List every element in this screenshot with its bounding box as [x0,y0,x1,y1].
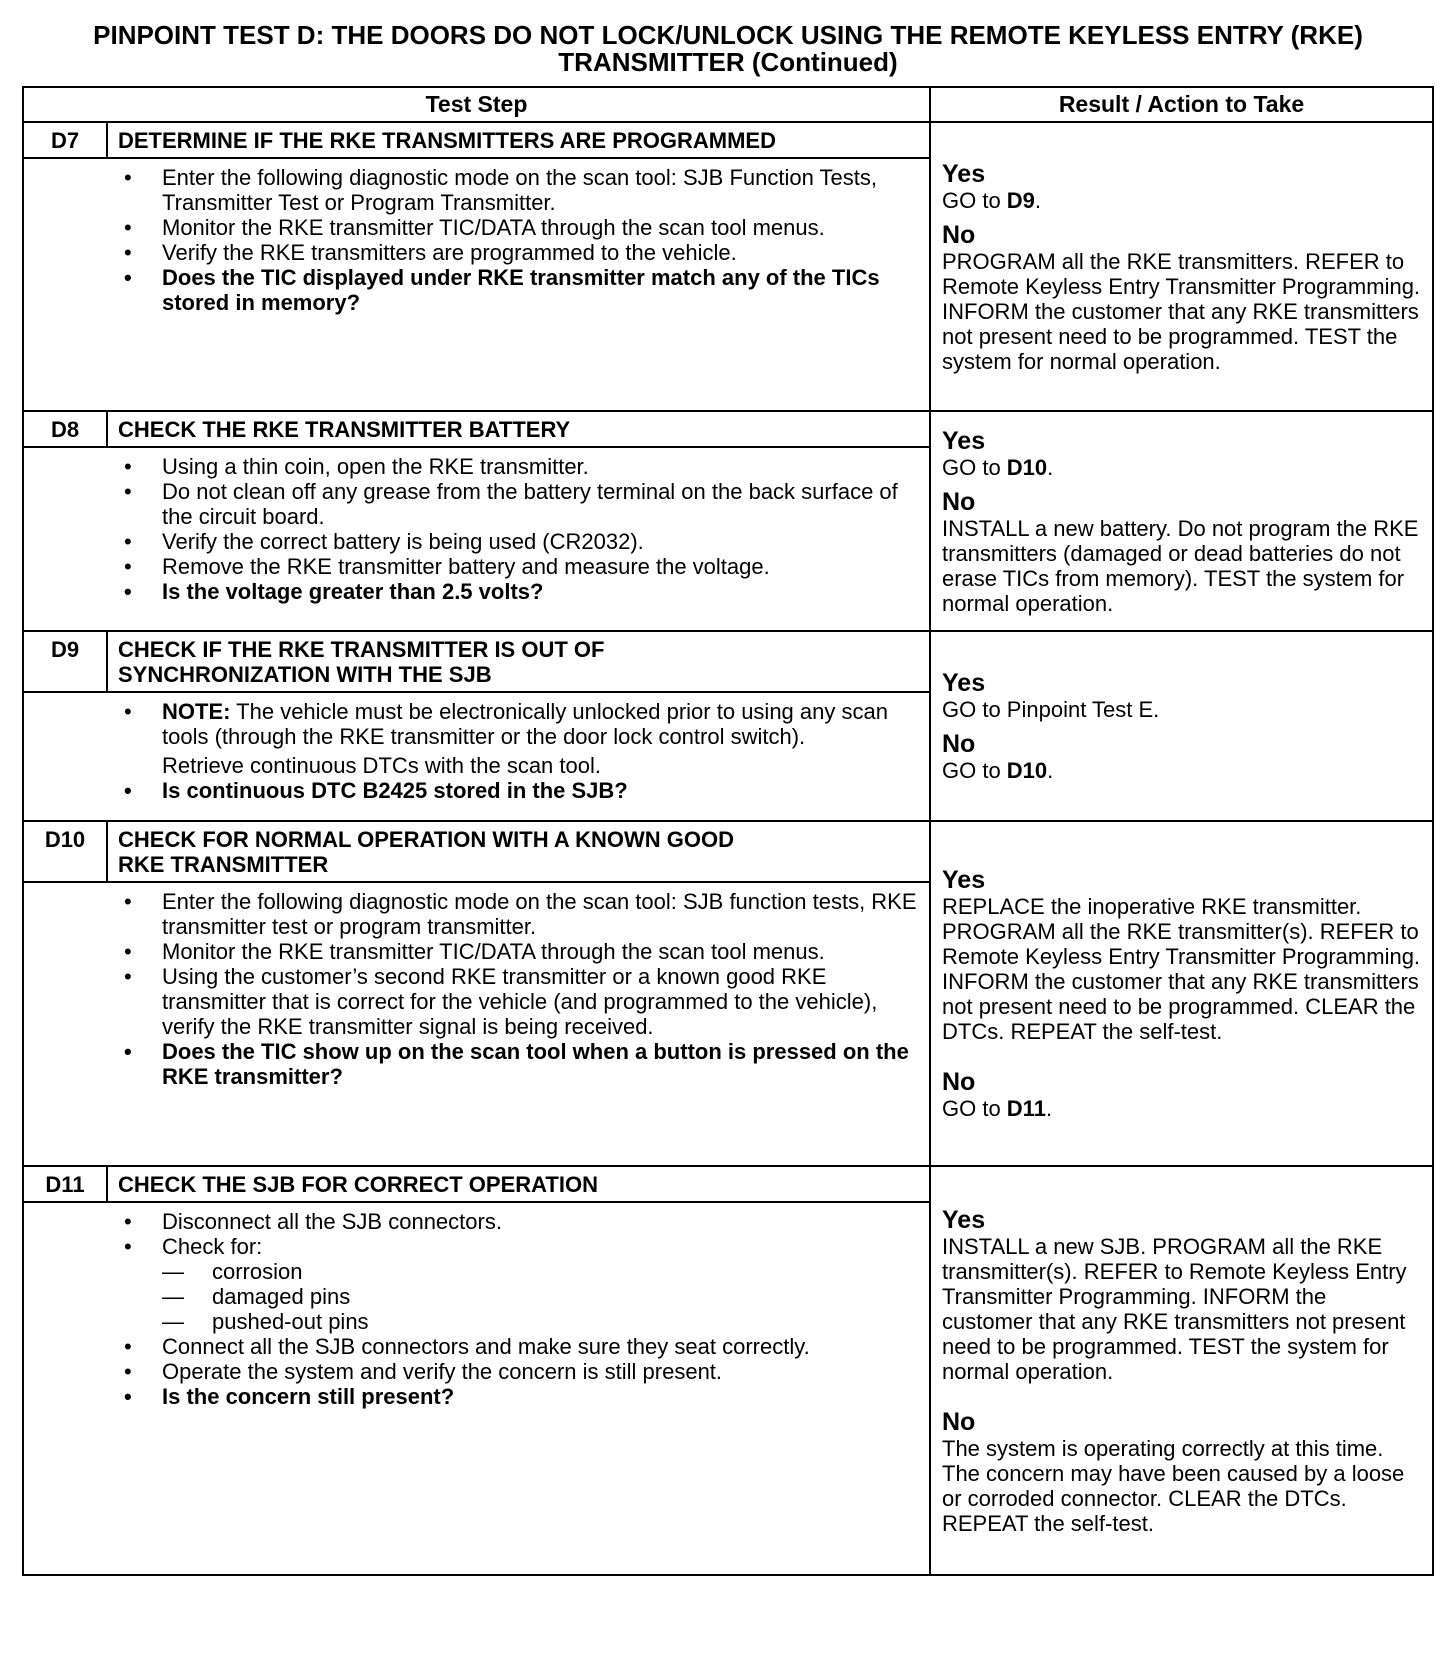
sub-list-item: — pushed-out pins [124,1309,919,1334]
step-d8-result [931,412,1432,630]
no-prefix: GO to [942,758,1007,783]
step-d10-result [931,822,1432,1165]
no-label: No [942,487,976,516]
list-item: • Do not clean off any grease from the battery terminal on the back surface of the circuit board. [124,479,919,529]
step-title: CHECK THE RKE TRANSMITTER BATTERY [118,417,571,442]
list-item [124,699,919,749]
list-item: • Check for: [124,1234,919,1259]
step-d7-test [24,123,931,410]
yes-label: Yes [942,669,986,697]
list-item: • Connect all the SJB connectors and make sure they seat correctly. [124,1334,919,1359]
step-question: • Does the TIC displayed under RKE transmitter match any of the TICs stored in memory? [124,265,919,315]
step-d10-test [24,822,931,1165]
step-id: D9 [24,632,108,691]
no-suffix: . [1045,1096,1053,1121]
step-reference: D10 [1006,454,1048,480]
yes-label: Yes [942,159,986,188]
title-line-2: TRANSMITTER (Continued) [558,47,898,77]
step-d7 [24,123,1432,412]
step-d8-test [24,412,931,630]
step-d9 [24,632,1432,822]
yes-action [942,188,1422,213]
yes-label: Yes [942,426,986,455]
list-item: • Disconnect all the SJB connectors. [124,1209,919,1234]
list-item: • Enter the following diagnostic mode on the scan tool: SJB Function Tests, Transmitter Test or Program Transmitter. [124,165,919,215]
yes-prefix: GO to [942,187,1007,213]
step-d11-body [24,1203,929,1415]
step-d11-test [24,1167,931,1574]
step-title-line-2: SYNCHRONIZATION WITH THE SJB [118,662,492,687]
no-action: The system is operating correctly at this time. The concern may have been caused by a loose or corroded connector. CLEAR the DTCs. REPEAT the self-test. [942,1435,1405,1536]
page-title [0,22,1456,76]
header-test-step: Test Step [24,88,931,121]
step-d11-result [931,1167,1432,1574]
step-question: • Does the TIC show up on the scan tool when a button is pressed on the RKE transmitter? [124,1039,919,1089]
no-action [942,758,1422,783]
no-label: No [942,730,976,758]
step-title [108,632,929,691]
step-d10-body [24,883,929,1095]
list-item: • Monitor the RKE transmitter TIC/DATA through the scan tool menus. [124,939,919,964]
yes-label: Yes [942,1205,986,1234]
step-d8-body [24,448,929,610]
note-text: The vehicle must be electronically unlocked prior to using any scan tools (through the RKE transmitter or the door lock control switch). [162,699,888,749]
step-d9-test [24,632,931,820]
list-item: • Operate the system and verify the concern is still present. [124,1359,919,1384]
yes-action: REPLACE the inoperative RKE transmitter. PROGRAM all the RKE transmitter(s). REFER to Remote Keyless Entry Transmitter Programming. INFORM the customer that any RKE transmitters not present need to be programmed. CLEAR the DTCs. REPEAT the self-test. [942,894,1421,1044]
step-d9-result [931,632,1432,820]
no-prefix: GO to [942,1096,1007,1121]
note-label: NOTE: [162,699,231,724]
step-id: D11 [24,1167,108,1201]
no-action: INSTALL a new battery. Do not program the RKE transmitters (damaged or dead batteries do not erase TICs from memory). TEST the system for normal operation. [942,515,1419,616]
step-id: D8 [24,412,108,446]
step-reference: D11 [1006,1096,1046,1121]
yes-action [942,455,1422,480]
step-d8 [24,412,1432,632]
step-title: CHECK THE SJB FOR CORRECT OPERATION [118,1172,598,1197]
yes-suffix: . [1034,187,1042,213]
list-item: • Verify the RKE transmitters are programmed to the vehicle. [124,240,919,265]
step-d11 [24,1167,1432,1574]
step-reference: D9 [1006,187,1035,213]
step-title-line-2: RKE TRANSMITTER [118,852,329,877]
step-d7-result [931,123,1432,410]
header-result: Result / Action to Take [1058,91,1305,117]
step-d7-header [24,123,929,159]
yes-suffix: . [1047,454,1054,480]
no-label: No [942,1407,976,1436]
instruction-text: Retrieve continuous DTCs with the scan tool. [162,753,601,778]
title-line-1: PINPOINT TEST D: THE DOORS DO NOT LOCK/UNLOCK USING THE REMOTE KEYLESS ENTRY (RKE) [93,20,1363,50]
list-item: • Remove the RKE transmitter battery and measure the voltage. [124,554,919,579]
pinpoint-test-table [22,86,1434,1576]
list-item: • Enter the following diagnostic mode on the scan tool: SJB function tests, RKE transmitter test or program transmitter. [124,889,919,939]
step-question: • Is continuous DTC B2425 stored in the SJB? [124,778,919,803]
step-id: D10 [24,822,108,881]
step-question: • Is the concern still present? [124,1384,919,1409]
step-d9-body [24,693,929,809]
sub-list-item: — damaged pins [124,1284,919,1309]
step-d7-body [24,159,929,321]
step-d8-header [24,412,929,448]
list-item: • Verify the correct battery is being used (CR2032). [124,529,919,554]
yes-action: INSTALL a new SJB. PROGRAM all the RKE transmitter(s). REFER to Remote Keyless Entry Transmitter Programming. INFORM the customer that any RKE transmitters not present need to be programmed. TEST the system for normal operation. [942,1233,1407,1384]
no-action [942,1096,1422,1121]
step-title [108,822,929,881]
step-d10-header [24,822,929,883]
step-d10 [24,822,1432,1167]
yes-prefix: GO to [942,454,1007,480]
no-label: No [942,1068,976,1096]
table-header [24,88,1432,123]
yes-action: GO to Pinpoint Test E. [942,697,1160,722]
no-suffix: . [1047,758,1054,783]
step-title: DETERMINE IF THE RKE TRANSMITTERS ARE PROGRAMMED [118,128,776,153]
step-question: • Is the voltage greater than 2.5 volts? [124,579,919,604]
step-d11-header [24,1167,929,1203]
list-item: • Monitor the RKE transmitter TIC/DATA through the scan tool menus. [124,215,919,240]
sub-list-item: — corrosion [124,1259,919,1284]
no-label: No [942,220,976,249]
step-reference: D10 [1006,758,1048,783]
list-item: • Using a thin coin, open the RKE transmitter. [124,454,919,479]
step-d9-header [24,632,929,693]
step-title-line-1: CHECK IF THE RKE TRANSMITTER IS OUT OF [118,637,605,662]
list-item: • Using the customer’s second RKE transmitter or a known good RKE transmitter that is correct for the vehicle (and programmed to the vehicle), verify the RKE transmitter signal is being received. [124,964,919,1039]
step-title-line-1: CHECK FOR NORMAL OPERATION WITH A KNOWN GOOD [118,827,734,852]
step-id: D7 [24,123,108,157]
yes-label: Yes [942,866,986,894]
no-action: PROGRAM all the RKE transmitters. REFER to Remote Keyless Entry Transmitter Programming. INFORM the customer that any RKE transmitters not present need to be programmed. TEST the system for normal operation. [942,248,1421,374]
